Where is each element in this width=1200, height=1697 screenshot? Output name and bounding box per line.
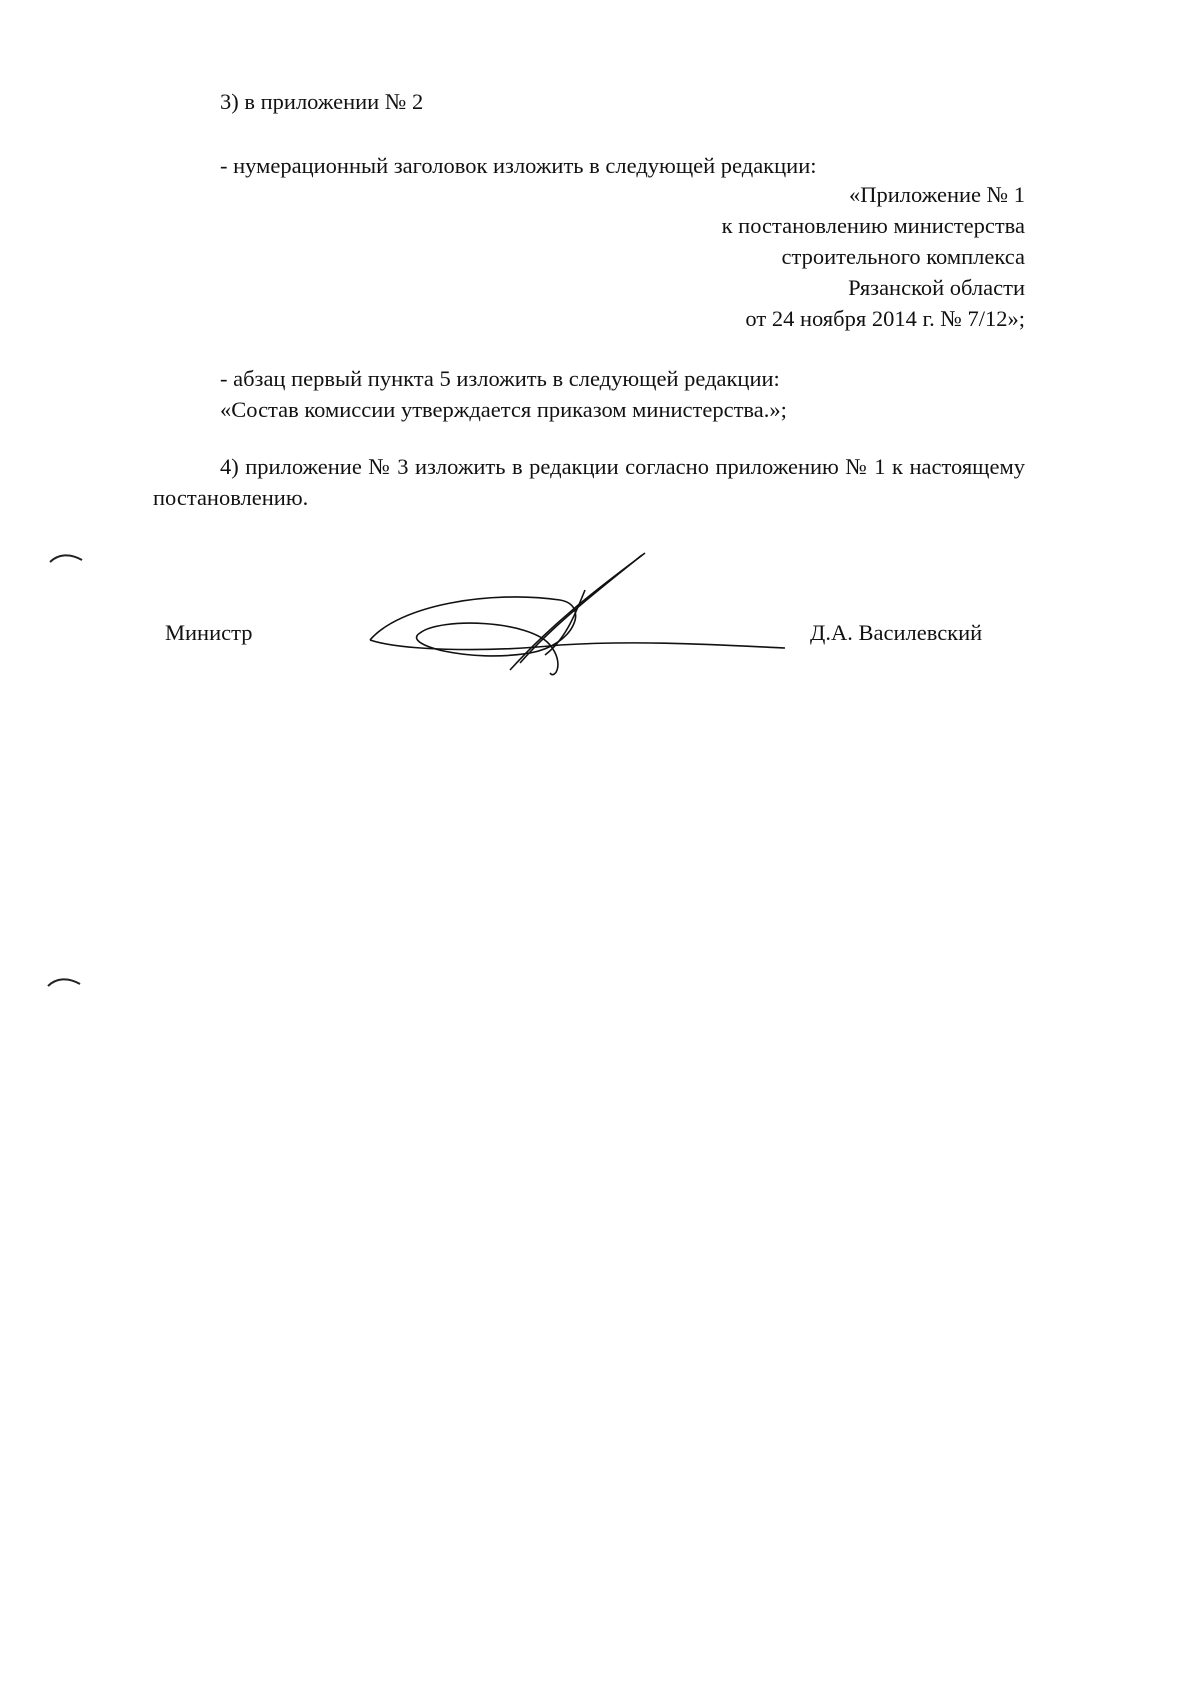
item4-text: 4) приложение № 3 изложить в редакции согласно приложению № 1 к настоящему постановлению. bbox=[153, 454, 1025, 510]
handwritten-signature bbox=[360, 545, 800, 685]
signatory-position: Министр bbox=[165, 620, 253, 645]
paragraph-instruction: - абзац первый пункта 5 изложить в следующей редакции: bbox=[220, 366, 780, 391]
appendix-header-line-4: Рязанской области bbox=[848, 275, 1025, 300]
appendix-header-line-3: строительного комплекса bbox=[781, 244, 1025, 269]
signatory-name: Д.А. Василевский bbox=[810, 620, 983, 645]
appendix-header-line-1: «Приложение № 1 bbox=[849, 182, 1025, 207]
appendix-header-line-2: к постановлению министерства bbox=[721, 213, 1025, 238]
binder-hole-mark-top bbox=[48, 548, 88, 568]
appendix-header-line-5: от 24 ноября 2014 г. № 7/12»; bbox=[745, 306, 1025, 331]
binder-hole-mark-bottom bbox=[46, 972, 86, 992]
item3-instruction: - нумерационный заголовок изложить в следующей редакции: bbox=[220, 153, 817, 178]
item3-heading: 3) в приложении № 2 bbox=[220, 89, 424, 114]
paragraph-text: «Состав комиссии утверждается приказом министерства.»; bbox=[220, 397, 787, 422]
